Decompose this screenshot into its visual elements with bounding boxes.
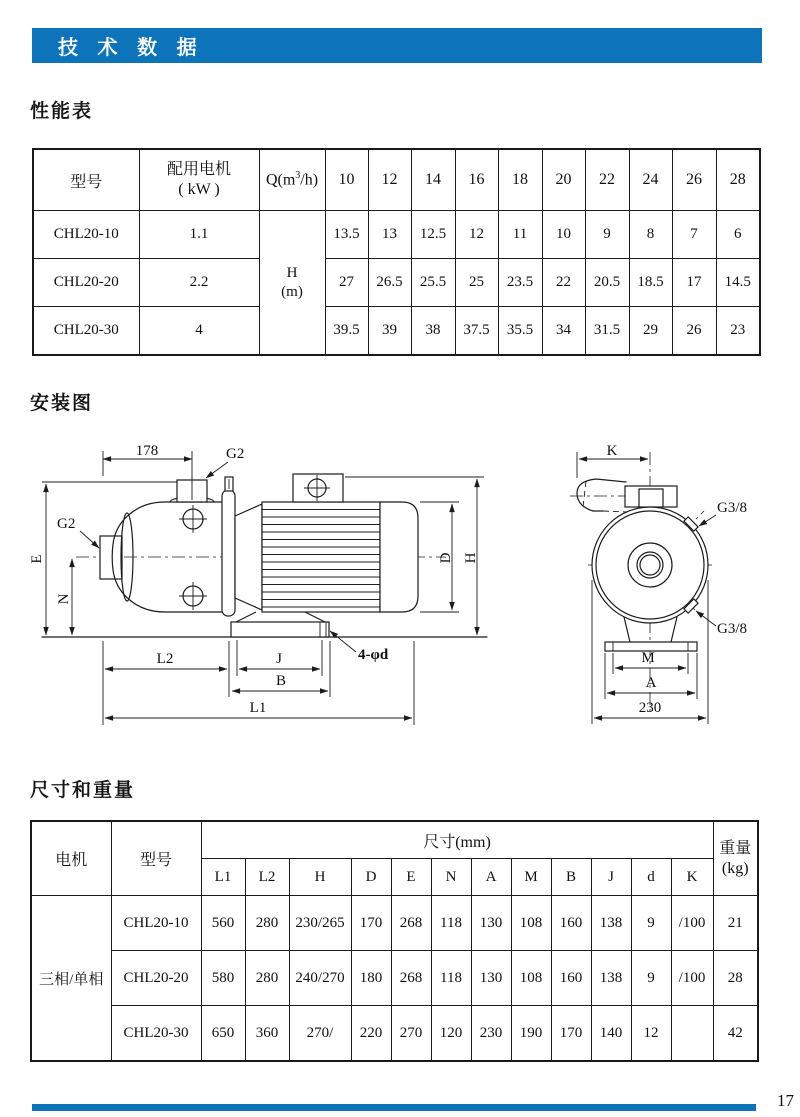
dim-value: 130 [471,951,511,1006]
motor-end-cap [380,502,418,612]
weight-cell: 28 [713,951,758,1006]
flow-suffix: /h) [300,171,319,189]
dim-n-label: N [56,593,72,605]
header-model: 型号 [111,821,201,896]
head-value: 26.5 [368,259,411,307]
dim-value: 230/265 [289,896,351,951]
dim-value: 118 [431,896,471,951]
dim-value: 138 [591,896,631,951]
dim-value: 360 [245,1006,289,1062]
dim-header: A [471,859,511,896]
model-cell: CHL20-20 [33,259,139,307]
flow-value: 26 [672,149,716,211]
head-value: 18.5 [629,259,672,307]
dim-value: 280 [245,896,289,951]
side-view [29,443,487,725]
head-value: 12.5 [411,211,455,259]
dim-k-label: K [606,443,618,459]
flow-value: 18 [498,149,542,211]
dim-value: 160 [551,951,591,1006]
flow-value: 14 [411,149,455,211]
dimensions-row [31,951,758,1006]
dimensions-table [30,820,759,1062]
flow-value: 16 [455,149,498,211]
head-label: H [286,264,298,281]
dim-value: 280 [245,951,289,1006]
head-value: 9 [585,211,629,259]
dim-value: 230 [471,1006,511,1062]
motor-body [262,502,380,612]
motor-group-cell: 三相/单相 [31,896,111,1062]
header-dims-group: 尺寸(mm) [201,821,713,859]
dim-value: 120 [431,1006,471,1062]
dim-value: 108 [511,896,551,951]
dim-value: 12 [631,1006,671,1062]
dim-value: 268 [391,896,431,951]
weight-cell: 42 [713,1006,758,1062]
dim-value: 9 [631,951,671,1006]
dim-header: M [511,859,551,896]
g38-bottom-label: G3/8 [717,621,747,637]
power-cell: 1.1 [139,211,259,259]
dim-m-label: M [641,650,655,666]
installation-section-title: 安装图 [30,393,94,414]
head-value: 23.5 [498,259,542,307]
dim-header: H [289,859,351,896]
head-unit: (m) [281,283,303,300]
inlet-port [100,536,122,579]
flow-value: 24 [629,149,672,211]
dim-value: 118 [431,951,471,1006]
header-weight [713,821,758,896]
clamp-ring [222,490,235,616]
dim-178-label: 178 [135,443,159,459]
page-number: 17 [777,1091,794,1110]
head-value: 12 [455,211,498,259]
dim-value: 650 [201,1006,245,1062]
head-value: 25.5 [411,259,455,307]
head-value: 14.5 [716,259,760,307]
flow-value: 10 [325,149,368,211]
dim-j-label: J [276,651,282,667]
dim-value: 268 [391,951,431,1006]
head-value: 27 [325,259,368,307]
head-value: 35.5 [498,307,542,356]
banner-title: 技 术 数 据 [58,37,204,59]
head-value: 34 [542,307,585,356]
header-weight-label: 重量 [719,839,752,857]
head-value: 38 [411,307,455,356]
dim-h-label: H [463,552,479,564]
head-value: 22 [542,259,585,307]
head-value: 17 [672,259,716,307]
dimensions-row [31,1006,758,1062]
head-value: 39.5 [325,307,368,356]
footer-rule [32,1104,756,1111]
power-cell: 4 [139,307,259,356]
dim-header: L2 [245,859,289,896]
dimensions-row [31,896,758,951]
dim-header: K [671,859,713,896]
flow-value: 12 [368,149,411,211]
head-value: 10 [542,211,585,259]
dim-value: 130 [471,896,511,951]
dim-value: 270/ [289,1006,351,1062]
model-cell: CHL20-10 [33,211,139,259]
dim-value: 138 [591,951,631,1006]
flow-value: 22 [585,149,629,211]
dim-value: 140 [591,1006,631,1062]
front-view [570,443,747,724]
power-cell: 2.2 [139,259,259,307]
model-cell: CHL20-10 [111,896,201,951]
dimensions-header-row-1 [31,821,758,859]
head-value: 6 [716,211,760,259]
dim-value: 108 [511,951,551,1006]
dim-l2-label: L2 [156,651,174,667]
dim-d-label: D [438,552,454,564]
dim-value: 270 [391,1006,431,1062]
head-value: 7 [672,211,716,259]
dimensions-section-title: 尺寸和重量 [30,780,136,801]
dim-e-label: E [29,554,45,564]
dim-b-label: B [275,673,287,689]
g2-left-label: G2 [57,516,76,532]
header-motor-group: 电机 [31,821,111,896]
head-value: 20.5 [585,259,629,307]
dim-header: L1 [201,859,245,896]
head-value: 25 [455,259,498,307]
head-value: 8 [629,211,672,259]
dim-value: 170 [351,896,391,951]
flow-sup: 3 [295,170,301,182]
header-model: 型号 [33,149,139,211]
dim-value: 190 [511,1006,551,1062]
dim-header: B [551,859,591,896]
g2-top-label: G2 [226,446,245,462]
dim-value: 240/270 [289,951,351,1006]
header-weight-unit: (kg) [721,859,749,877]
dim-header: d [631,859,671,896]
head-value: 11 [498,211,542,259]
head-value: 39 [368,307,411,356]
dim-value: 170 [551,1006,591,1062]
dim-value: 580 [201,951,245,1006]
flow-value: 28 [716,149,760,211]
casing-plug [179,505,207,610]
weight-cell: 21 [713,896,758,951]
dim-header: E [391,859,431,896]
dim-value: 160 [551,896,591,951]
dim-value: /100 [671,951,713,1006]
head-value: 23 [716,307,760,356]
head-value: 13.5 [325,211,368,259]
head-value: 29 [629,307,672,356]
g38-top-label: G3/8 [717,500,747,516]
dim-header: J [591,859,631,896]
base-plate [231,622,329,637]
dim-a-label: A [645,675,657,691]
model-cell: CHL20-20 [111,951,201,1006]
dim-value: 180 [351,951,391,1006]
model-cell: CHL20-30 [33,307,139,356]
dim-value: 9 [631,896,671,951]
model-cell: CHL20-30 [111,1006,201,1062]
header-motor-unit: ( kW ) [178,181,220,198]
base-slopes [236,612,325,622]
head-value: 31.5 [585,307,629,356]
head-value: 37.5 [455,307,498,356]
dim-value: 560 [201,896,245,951]
header-motor-label: 配用电机 [166,161,231,178]
head-value: 26 [672,307,716,356]
flow-prefix: Q(m [265,171,296,189]
performance-section-title: 性能表 [30,101,94,122]
head-value: 13 [368,211,411,259]
dim-230-label: 230 [638,700,662,716]
dim-header: D [351,859,391,896]
dim-value [671,1006,713,1062]
dim-value: 220 [351,1006,391,1062]
dim-value: /100 [671,896,713,951]
flow-value: 20 [542,149,585,211]
dim-header: N [431,859,471,896]
dim-l1-label: L1 [249,700,267,716]
bolt-note-label: 4-φd [358,647,389,663]
